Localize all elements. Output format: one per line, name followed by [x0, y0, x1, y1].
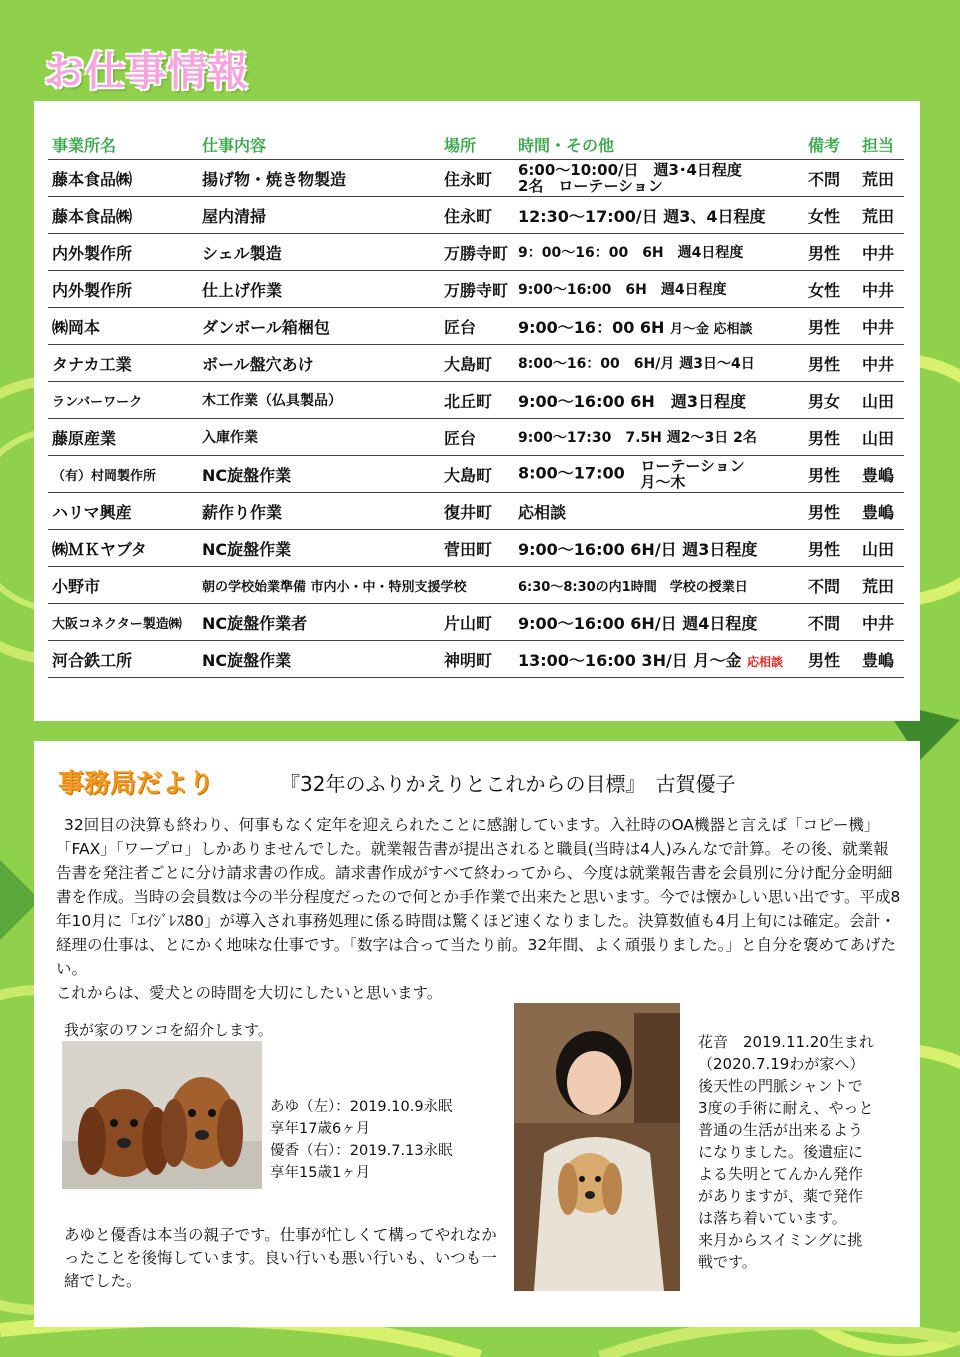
company: 大阪コネクター製造㈱ — [48, 604, 198, 641]
company: ㈱ＭＫヤブタ — [48, 530, 198, 567]
note: 不問 — [804, 567, 858, 604]
dog-caption-line: 優香（右）：2019.7.13永眠 — [270, 1143, 453, 1159]
time — [514, 456, 804, 493]
work: ボール盤穴あけ — [198, 345, 440, 382]
note: 男性 — [804, 530, 858, 567]
news-paragraph: 32回目の決算も終わり、何事もなく定年を迎えられたことに感謝しています。入社時のOA機器と言えば「コピー機」「FAX」「ワープロ」しかありませんでした。就業報告書が提出されると職員(当時は4人)みんなで計算。その後、就業報告書を発注者ごとに分け請求書の作成。請求書作成がすべて終わってから、今度は就業報告書を会員別に分け配分金明細書を作成。当時の会員数は今の半分程度だったので何とか手作業で出来たと思います。今では懐かしい思い出です。平成8年10月に「ｴｲｼﾞﾚｽ80」が導入され事務処理に係る時間は驚くほど速くなりました。決算数値も4月上旬には確定。会計・経理の仕事は、とにかく地味な仕事です。「数字は合って当たり前。32年間、よく頑張りました。」と自分を褒めてあげたい。 — [56, 816, 901, 978]
place: 大島町 — [440, 345, 514, 382]
place: 万勝寺町 — [440, 234, 514, 271]
table-row — [48, 160, 904, 197]
dog-caption-line: あゆ（左）：2019.10.9永眠 — [270, 1099, 453, 1115]
table-row — [48, 456, 904, 493]
time-rotation — [640, 458, 744, 490]
jobs-panel — [34, 101, 920, 721]
time-line2: 月～木 — [640, 473, 686, 491]
table-row — [48, 641, 904, 678]
time: 6:30～8:30の内1時間 学校の授業日 — [514, 567, 804, 604]
time-line1: ローテーション — [640, 457, 745, 475]
dogs-intro: 我が家のワンコを紹介します。 — [64, 1021, 273, 1039]
time-line2: 2名 ローテーション — [518, 177, 663, 195]
time-line1: 6:00～10:00/日 週3･4日程度 — [518, 161, 742, 179]
kanon-line: は落ち着いています。 — [698, 1209, 847, 1227]
table-row — [48, 234, 904, 271]
company: （有）村岡製作所 — [48, 456, 198, 493]
work: 屋内清掃 — [198, 197, 440, 234]
place: 大島町 — [440, 456, 514, 493]
time — [514, 160, 804, 197]
time: 9:00～16:00 6H 週4日程度 — [514, 271, 804, 308]
company: 内外製作所 — [48, 234, 198, 271]
kanon-line: 普通の生活が出来るよう — [698, 1121, 864, 1139]
place: 住永町 — [440, 197, 514, 234]
place: 匠台 — [440, 308, 514, 345]
note: 不問 — [804, 160, 858, 197]
news-body — [56, 813, 902, 1005]
kanon-line: 戦です。 — [698, 1253, 757, 1271]
table-row — [48, 382, 904, 419]
owner-with-dog-photo — [514, 1003, 680, 1291]
time: 8:00～16：00 6H/月 週3日～4日 — [514, 345, 804, 382]
company: 小野市 — [48, 567, 198, 604]
page-title: お仕事情報 — [44, 49, 249, 95]
company: 藤本食品㈱ — [48, 197, 198, 234]
note: 男性 — [804, 419, 858, 456]
time — [514, 308, 804, 345]
company: 内外製作所 — [48, 271, 198, 308]
note: 女性 — [804, 271, 858, 308]
time: 9:00～16:00 6H/日 週4日程度 — [514, 604, 804, 641]
time: 9:00～16:00 6H/日 週3日程度 — [514, 530, 804, 567]
time: 9：00～16：00 6H 週4日程度 — [514, 234, 804, 271]
company: 藤原産業 — [48, 419, 198, 456]
table-row — [48, 271, 904, 308]
work: 入庫作業 — [198, 419, 440, 456]
note: 男性 — [804, 493, 858, 530]
staff: 山田 — [858, 382, 904, 419]
work: 揚げ物・焼き物製造 — [198, 160, 440, 197]
work: 朝の学校始業準備 市内小・中・特別支援学校 — [198, 567, 514, 604]
company: タナカ工業 — [48, 345, 198, 382]
header-place: 場所 — [444, 135, 477, 155]
work: 仕上げ作業 — [198, 271, 440, 308]
work: NC旋盤作業 — [198, 530, 440, 567]
time: 応相談 — [514, 493, 804, 530]
place: 片山町 — [440, 604, 514, 641]
table-row — [48, 345, 904, 382]
work: ダンボール箱梱包 — [198, 308, 440, 345]
work: シェル製造 — [198, 234, 440, 271]
table-row — [48, 530, 904, 567]
staff: 荒田 — [858, 197, 904, 234]
company: 藤本食品㈱ — [48, 160, 198, 197]
kanon-text — [698, 1031, 912, 1273]
kanon-line: になりました。後遺症に — [698, 1143, 864, 1161]
dogs-story: あゆと優香は本当の親子です。仕事が忙しくて構ってやれなかったことを後悔しています。良い行いも悪い行いも、いつも一緒でした。 — [64, 1226, 497, 1290]
staff: 中井 — [858, 604, 904, 641]
note: 男女 — [804, 382, 858, 419]
place: 匠台 — [440, 419, 514, 456]
place: 万勝寺町 — [440, 271, 514, 308]
header-staff: 担当 — [862, 135, 895, 155]
time: 12:30～17:00/日 週3、4日程度 — [514, 197, 804, 234]
table-row — [48, 567, 904, 604]
table-row — [48, 493, 904, 530]
header-note: 備考 — [808, 135, 841, 155]
staff: 豊嶋 — [858, 641, 904, 678]
work: NC旋盤作業者 — [198, 604, 440, 641]
table-row — [48, 197, 904, 234]
place: 菅田町 — [440, 530, 514, 567]
company: 河合鉄工所 — [48, 641, 198, 678]
staff: 豊嶋 — [858, 456, 904, 493]
news-subtitle: 『32年のふりかえりとこれからの目標』 古賀優子 — [280, 772, 736, 796]
time-red-note: 応相談 — [746, 654, 783, 669]
company: ㈱岡本 — [48, 308, 198, 345]
kanon-line: 花音 2019.11.20生まれ — [698, 1033, 874, 1051]
time — [514, 641, 804, 678]
kanon-line: がありますが、薬で発作 — [698, 1187, 864, 1205]
staff: 荒田 — [858, 567, 904, 604]
staff: 中井 — [858, 345, 904, 382]
work: 木工作業（仏具製品） — [198, 382, 440, 419]
place: 北丘町 — [440, 382, 514, 419]
table-row — [48, 419, 904, 456]
note: 男性 — [804, 641, 858, 678]
place: 復井町 — [440, 493, 514, 530]
staff: 山田 — [858, 419, 904, 456]
table-row — [48, 604, 904, 641]
time-small: 月～金 応相談 — [670, 321, 753, 337]
place: 住永町 — [440, 160, 514, 197]
note: 不問 — [804, 604, 858, 641]
jobs-header-row — [48, 129, 904, 160]
note: 女性 — [804, 197, 858, 234]
header-time: 時間・その他 — [518, 135, 615, 155]
dog-caption-line: 享年17歳6ヶ月 — [270, 1121, 371, 1137]
note: 男性 — [804, 308, 858, 345]
news-panel — [34, 741, 920, 1327]
time-main: 8:00～17:00 — [518, 463, 625, 483]
kanon-line: （2020.7.19わが家へ） — [698, 1055, 865, 1073]
staff: 中井 — [858, 271, 904, 308]
kanon-line: 後天性の門脈シャントで — [698, 1077, 863, 1095]
time-main: 9:00～16：00 6H — [518, 317, 665, 337]
staff: 豊嶋 — [858, 493, 904, 530]
table-row — [48, 308, 904, 345]
note: 男性 — [804, 456, 858, 493]
work: 薪作り作業 — [198, 493, 440, 530]
company: ハリマ興産 — [48, 493, 198, 530]
time: 9:00～17:30 7.5H 週2～3日 2名 — [514, 419, 804, 456]
staff: 山田 — [858, 530, 904, 567]
work: NC旋盤作業 — [198, 641, 440, 678]
news-paragraph: これからは、愛犬との時間を大切にしたいと思います。 — [56, 984, 443, 1002]
staff: 荒田 — [858, 160, 904, 197]
place: 神明町 — [440, 641, 514, 678]
kanon-line: 3度の手術に耐え、やっと — [698, 1099, 874, 1117]
note: 男性 — [804, 234, 858, 271]
staff: 中井 — [858, 308, 904, 345]
note: 男性 — [804, 345, 858, 382]
dog-caption — [270, 1096, 453, 1184]
time: 9:00～16:00 6H 週3日程度 — [514, 382, 804, 419]
time-main: 13:00～16:00 3H/日 月～金 — [518, 650, 742, 670]
kanon-line: 来月からスイミングに挑 — [698, 1231, 863, 1249]
staff: 中井 — [858, 234, 904, 271]
kanon-line: よる失明とてんかん発作 — [698, 1165, 864, 1183]
jobs-table — [48, 129, 904, 678]
company: ランバーワーク — [48, 382, 198, 419]
header-company: 事業所名 — [52, 135, 117, 155]
dogs-photo — [62, 1041, 262, 1189]
header-work: 仕事内容 — [202, 135, 267, 155]
dog-caption-line: 享年15歳1ヶ月 — [270, 1165, 371, 1181]
news-heading: 事務局だより — [58, 769, 215, 799]
work: NC旋盤作業 — [198, 456, 440, 493]
